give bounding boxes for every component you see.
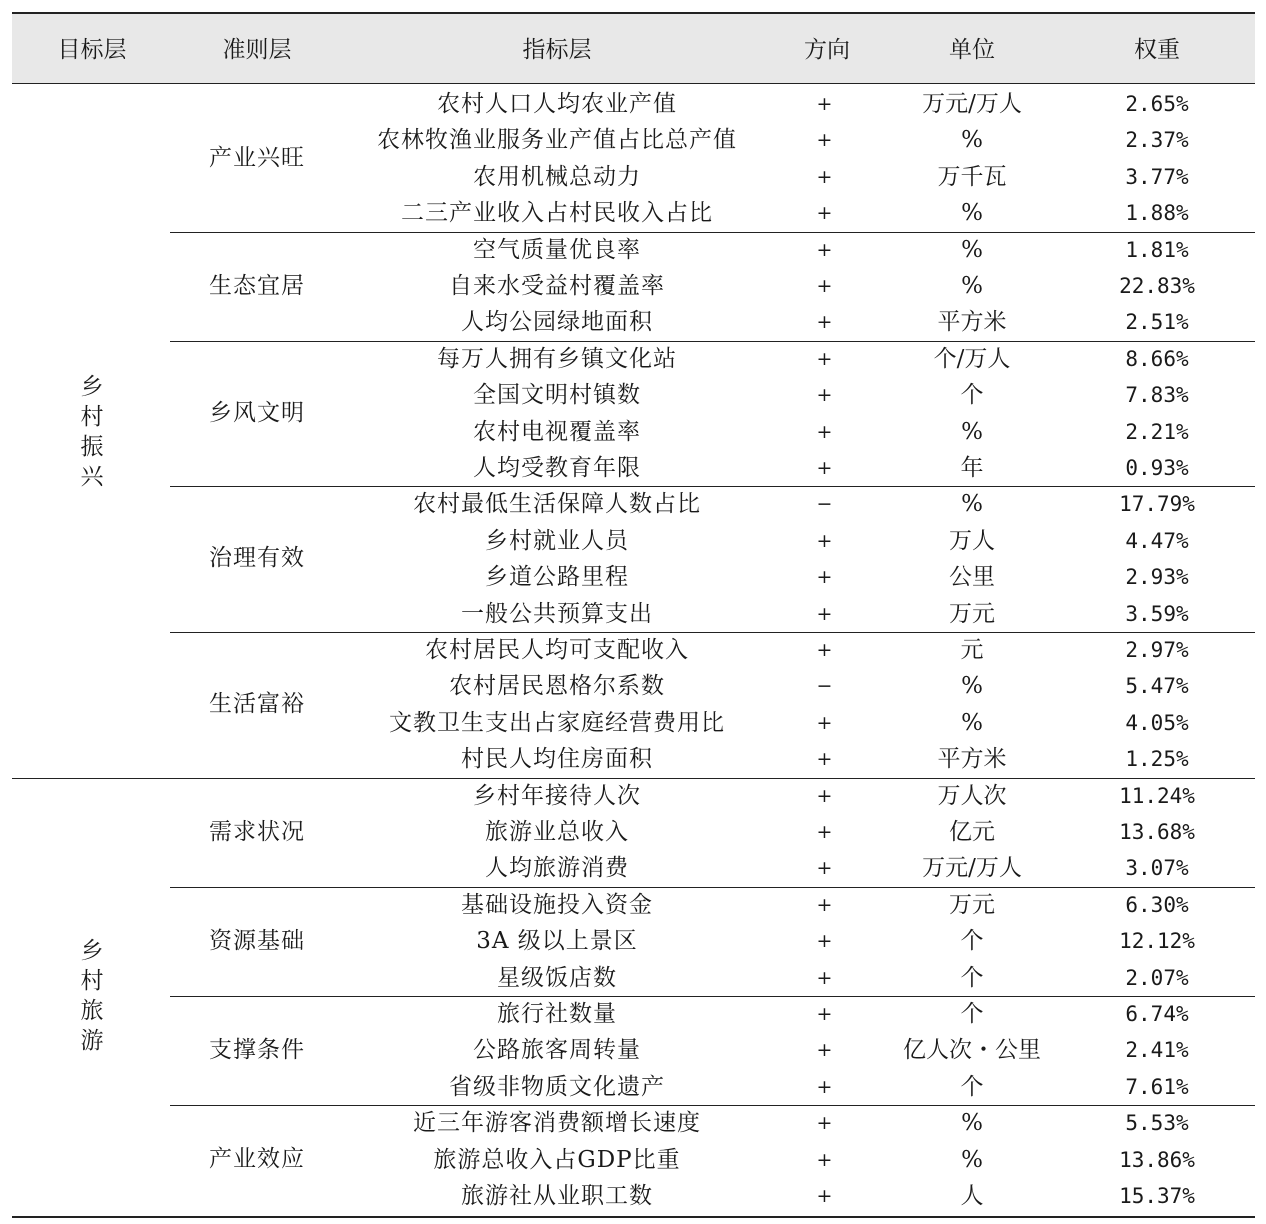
weight-cell: 2.07% xyxy=(1125,965,1189,990)
unit-cell: 万元 xyxy=(949,891,995,918)
direction-cell: + xyxy=(816,1003,833,1025)
unit-cell: % xyxy=(961,673,983,700)
unit-cell: % xyxy=(961,491,983,518)
direction-cell: + xyxy=(816,821,833,843)
direction-cell: − xyxy=(816,493,833,516)
weight-cell: 3.77% xyxy=(1125,164,1189,189)
unit-cell: 个 xyxy=(960,928,984,955)
header-criterion: 准则层 xyxy=(222,37,292,63)
indicator-cell: 农村最低生活保障人数占比 xyxy=(413,491,701,518)
weight-cell: 7.61% xyxy=(1125,1074,1189,1099)
weight-cell: 7.83% xyxy=(1125,383,1189,408)
unit-cell: 亿元 xyxy=(949,819,995,845)
direction-cell: + xyxy=(816,420,833,443)
indicator-cell: 省级非物质文化遗产 xyxy=(449,1073,665,1100)
indicator-cell: 农林牧渔业服务业产值占比总产值 xyxy=(377,127,737,154)
direction-cell: + xyxy=(816,165,833,188)
indicator-cell: 文教卫生支出占家庭经营费用比 xyxy=(389,709,725,736)
unit-cell: 年 xyxy=(960,455,984,481)
direction-cell: + xyxy=(816,1185,833,1207)
direction-cell: + xyxy=(816,311,833,334)
table-bottom-rule xyxy=(12,1216,1255,1218)
direction-cell: + xyxy=(816,457,833,479)
direction-cell: + xyxy=(816,202,833,225)
direction-cell: + xyxy=(816,1112,833,1135)
unit-cell: 个/万人 xyxy=(933,345,1011,372)
indicator-cell: 乡村就业人员 xyxy=(485,527,629,554)
indicator-cell: 星级饭店数 xyxy=(497,964,617,991)
unit-cell: 万元/万人 xyxy=(922,855,1022,882)
indicator-cell: 农村电视覆盖率 xyxy=(473,418,641,445)
header-weight: 权重 xyxy=(1134,37,1180,63)
weight-cell: 13.86% xyxy=(1119,1147,1195,1172)
goal-label-char: 旅 xyxy=(80,998,104,1024)
goal-label-char: 乡 xyxy=(80,373,104,400)
unit-cell: % xyxy=(961,709,983,736)
indicator-cell: 人均受教育年限 xyxy=(473,455,641,481)
indicator-cell: 旅行社数量 xyxy=(497,1001,617,1027)
unit-cell: 万人 xyxy=(949,527,995,554)
weight-cell: 6.74% xyxy=(1125,1002,1189,1026)
weight-cell: 4.47% xyxy=(1125,528,1189,553)
indicator-cell: 农村居民恩格尔系数 xyxy=(449,673,665,700)
table-header xyxy=(12,12,1255,84)
direction-cell: + xyxy=(816,857,833,880)
indicator-cell: 农村人口人均农业产值 xyxy=(437,91,677,117)
header-direction: 方向 xyxy=(804,37,850,63)
unit-cell: 人 xyxy=(960,1183,984,1209)
unit-cell: 个 xyxy=(960,964,984,991)
indicator-cell: 基础设施投入资金 xyxy=(461,891,653,918)
weight-cell: 1.88% xyxy=(1125,201,1189,226)
direction-cell: + xyxy=(816,238,833,261)
criterion-label: 需求状况 xyxy=(209,818,305,845)
weight-cell: 22.83% xyxy=(1119,274,1195,298)
indicator-cell: 村民人均住房面积 xyxy=(461,746,653,773)
weight-cell: 11.24% xyxy=(1119,783,1195,808)
goal-label-char: 村 xyxy=(80,968,104,994)
goal-label xyxy=(70,372,114,492)
indicator-cell: 公路旅客周转量 xyxy=(473,1037,641,1064)
weight-cell: 17.79% xyxy=(1119,492,1195,517)
header-indicator: 指标层 xyxy=(522,37,592,63)
goal-label-char: 振 xyxy=(80,433,104,460)
indicator-cell: 旅游社从业职工数 xyxy=(461,1183,653,1209)
unit-cell: 万人次 xyxy=(937,782,1007,809)
direction-cell: + xyxy=(816,129,833,152)
unit-cell: 个 xyxy=(960,1073,984,1100)
unit-cell: 元 xyxy=(960,637,984,663)
weight-cell: 3.59% xyxy=(1125,601,1189,626)
weight-cell: 12.12% xyxy=(1119,929,1195,954)
unit-cell: % xyxy=(961,418,983,445)
criterion-label: 资源基础 xyxy=(209,927,305,954)
weight-cell: 6.30% xyxy=(1125,892,1189,917)
unit-cell: % xyxy=(961,200,983,227)
weight-cell: 2.41% xyxy=(1125,1038,1189,1063)
weight-cell: 13.68% xyxy=(1119,820,1195,844)
direction-cell: + xyxy=(816,602,833,625)
weight-cell: 5.47% xyxy=(1125,674,1189,699)
weight-cell: 2.21% xyxy=(1125,419,1189,444)
indicator-cell: 3A 级以上景区 xyxy=(476,928,638,955)
direction-cell: + xyxy=(816,1039,833,1062)
weight-cell: 2.65% xyxy=(1125,92,1189,116)
unit-cell: 万元/万人 xyxy=(922,91,1022,117)
indicator-cell: 全国文明村镇数 xyxy=(473,382,641,409)
header-goal: 目标层 xyxy=(57,37,127,63)
unit-cell: 万千瓦 xyxy=(937,163,1007,190)
indicator-cell: 空气质量优良率 xyxy=(473,236,641,263)
indicator-cell: 自来水受益村覆盖率 xyxy=(449,273,665,299)
indicator-cell: 旅游总收入占GDP比重 xyxy=(433,1146,681,1173)
criterion-label: 产业兴旺 xyxy=(209,145,305,171)
indicator-cell: 一般公共预算支出 xyxy=(461,600,653,627)
weight-cell: 2.97% xyxy=(1125,638,1189,662)
indicator-cell: 二三产业收入占村民收入占比 xyxy=(401,200,713,227)
weight-cell: 5.53% xyxy=(1125,1111,1189,1136)
unit-cell: 平方米 xyxy=(937,746,1007,773)
direction-cell: + xyxy=(816,711,833,734)
criterion-label: 乡风文明 xyxy=(209,399,305,426)
direction-cell: + xyxy=(816,930,833,953)
direction-cell: + xyxy=(816,966,833,989)
direction-cell: + xyxy=(816,566,833,589)
weight-cell: 15.37% xyxy=(1119,1184,1195,1208)
indicator-cell: 农用机械总动力 xyxy=(473,163,641,190)
criterion-label: 支撑条件 xyxy=(209,1037,305,1063)
indicator-cell: 农村居民人均可支配收入 xyxy=(425,637,689,663)
unit-cell: % xyxy=(961,273,983,299)
direction-cell: + xyxy=(816,893,833,916)
weight-cell: 0.93% xyxy=(1125,456,1189,480)
unit-cell: % xyxy=(961,127,983,154)
criterion-label: 产业效应 xyxy=(209,1146,305,1173)
weight-cell: 3.07% xyxy=(1125,856,1189,881)
criterion-label: 生活富裕 xyxy=(209,691,305,717)
direction-cell: + xyxy=(816,1075,833,1098)
weight-cell: 8.66% xyxy=(1125,346,1189,371)
weight-cell: 4.05% xyxy=(1125,710,1189,735)
direction-cell: + xyxy=(816,529,833,552)
unit-cell: 个 xyxy=(960,382,984,409)
unit-cell: 平方米 xyxy=(937,309,1007,336)
direction-cell: − xyxy=(816,675,833,698)
unit-cell: % xyxy=(961,236,983,263)
direction-cell: + xyxy=(816,639,833,661)
indicator-cell: 近三年游客消费额增长速度 xyxy=(413,1110,701,1137)
unit-cell: % xyxy=(961,1110,983,1137)
criterion-label: 治理有效 xyxy=(209,545,305,572)
goal-label-char: 兴 xyxy=(80,463,104,490)
goal-label-char: 乡 xyxy=(80,938,104,964)
direction-cell: + xyxy=(816,275,833,297)
direction-cell: + xyxy=(816,748,833,771)
weight-cell: 1.25% xyxy=(1125,747,1189,772)
weight-cell: 2.37% xyxy=(1125,128,1189,153)
indicator-cell: 旅游业总收入 xyxy=(485,819,629,845)
weight-cell: 2.51% xyxy=(1125,310,1189,335)
criterion-label: 生态宜居 xyxy=(209,272,305,299)
goal-label-char: 游 xyxy=(80,1028,104,1054)
unit-cell: % xyxy=(961,1146,983,1173)
direction-cell: + xyxy=(816,384,833,407)
indicator-cell: 乡道公路里程 xyxy=(485,564,629,591)
weight-cell: 1.81% xyxy=(1125,237,1189,262)
weight-cell: 2.93% xyxy=(1125,565,1189,590)
header-unit: 单位 xyxy=(949,37,995,63)
direction-cell: + xyxy=(816,347,833,370)
goal-label xyxy=(70,936,114,1056)
unit-cell: 公里 xyxy=(949,564,995,591)
indicator-cell: 人均公园绿地面积 xyxy=(461,309,653,336)
indicator-cell: 人均旅游消费 xyxy=(485,855,629,882)
indicator-cell: 每万人拥有乡镇文化站 xyxy=(437,345,677,372)
unit-cell: 万元 xyxy=(949,600,995,627)
unit-cell: 亿人次・公里 xyxy=(903,1037,1041,1064)
direction-cell: + xyxy=(816,93,833,115)
direction-cell: + xyxy=(816,1148,833,1171)
direction-cell: + xyxy=(816,784,833,807)
unit-cell: 个 xyxy=(960,1001,984,1027)
goal-label-char: 村 xyxy=(80,403,104,430)
indicator-cell: 乡村年接待人次 xyxy=(473,782,641,809)
